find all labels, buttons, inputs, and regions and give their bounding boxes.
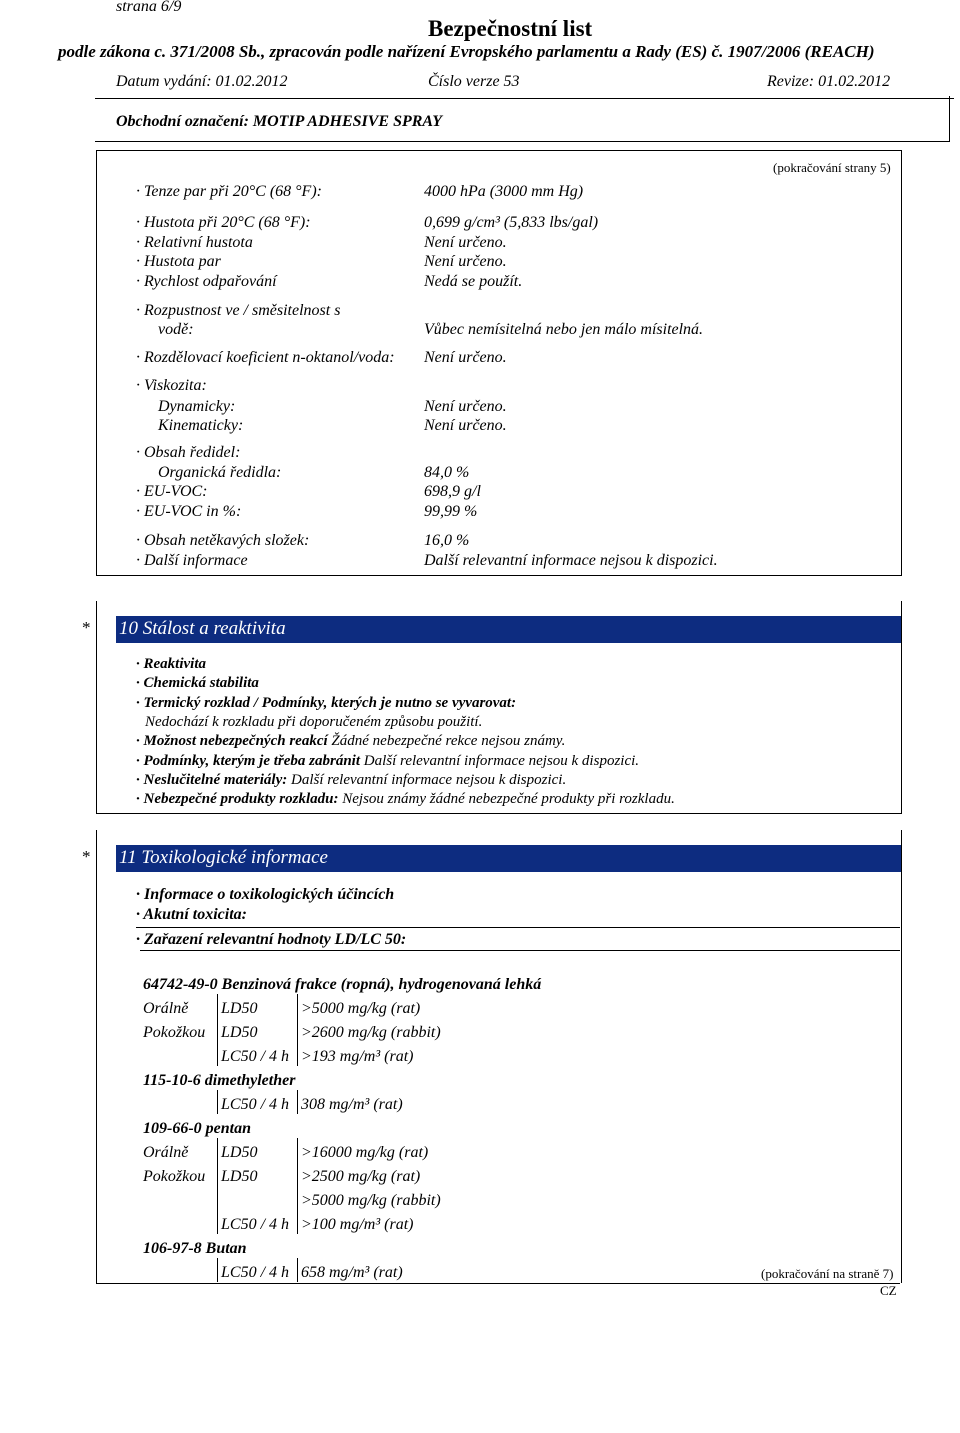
section-10-line (145, 713, 482, 731)
document-subtitle: podle zákona c. 371/2008 Sb., zpracován podle nařízení Evropského parlamentu a Rady (ES) č. 1907/2006 (REACH) (58, 42, 875, 61)
property-label: · Další informace (136, 552, 248, 569)
tox-test: LC50 / 4 h (218, 1090, 298, 1114)
trade-name: Obchodní označení: MOTIP ADHESIVE SPRAY (116, 113, 442, 130)
acute-toxicity-heading: · Akutní toxicita: (136, 906, 247, 923)
continued-from-note: (pokračování strany 5) (773, 160, 891, 175)
tox-effects-heading: · Informace o toxikologických účincích (136, 886, 395, 903)
tox-route (140, 1186, 218, 1210)
section-10-line-text: Nejsou známy žádné nebezpečné produkty při rozkladu. (338, 791, 675, 808)
classification-heading: · Zařazení relevantní hodnoty LD/LC 50: (136, 931, 407, 948)
property-label: · Rozdělovací koeficient n-oktanol/voda: (136, 349, 395, 366)
tox-test: LD50 (218, 994, 298, 1018)
revision-date: Revize: 01.02.2012 (767, 73, 891, 90)
section-10-title: 10 Stálost a reaktivita (119, 618, 286, 639)
tox-test: LD50 (218, 1018, 298, 1042)
tox-route (140, 1210, 218, 1234)
version-number: Číslo verze 53 (428, 73, 520, 90)
tox-substance-row (140, 970, 544, 994)
property-label: Kinematicky: (158, 417, 244, 434)
tox-value-row (140, 1162, 544, 1186)
tox-test: LD50 (218, 1162, 298, 1186)
section-10-line (136, 752, 639, 770)
tox-test: LC50 / 4 h (218, 1258, 298, 1282)
tox-value: 308 mg/m³ (rat) (301, 1096, 403, 1113)
section-10-line-text: Další relevantní informace nejsou k dispozici. (360, 752, 640, 769)
tox-table-top-line (140, 950, 900, 951)
section-10-line (136, 655, 206, 673)
property-value: 0,699 g/cm³ (5,833 lbs/gal) (424, 214, 599, 231)
tox-value: 658 mg/m³ (rat) (301, 1264, 403, 1281)
tox-substance-name: 106-97-8 Butan (143, 1240, 247, 1257)
property-label: · Rozpustnost ve / směsitelnost s (136, 302, 341, 319)
section-10-line (136, 771, 566, 789)
property-label: · Obsah ředidel: (136, 444, 241, 461)
tox-value-row (140, 994, 544, 1018)
tox-value: >5000 mg/kg (rabbit) (301, 1192, 441, 1209)
section-10-line-text: Nedochází k rozkladu při doporučeném způsobu použití. (145, 713, 483, 730)
property-label: · Hustota par (136, 253, 221, 270)
property-value: Není určeno. (424, 349, 507, 366)
page-bottom-line (96, 1283, 900, 1284)
tox-route (140, 1090, 218, 1114)
section-10-line (136, 790, 675, 808)
tox-substance-name: 109-66-0 pentan (143, 1120, 251, 1137)
tox-substance-row (140, 1114, 544, 1138)
tox-value-row (140, 1186, 544, 1210)
section-10-line-label: · Podmínky, kterým je třeba zabránit (136, 752, 361, 769)
tox-value-row (140, 1042, 544, 1066)
section-10-line-text: Další relevantní informace nejsou k dispozici. (287, 771, 567, 788)
header-divider (95, 98, 954, 99)
page-number: strana 6/9 (116, 0, 182, 15)
tox-value-row (140, 1090, 544, 1114)
property-label: · Viskozita: (136, 377, 207, 394)
property-label: · EU-VOC: (136, 483, 208, 500)
tox-value: >100 mg/m³ (rat) (301, 1216, 414, 1233)
tox-test (218, 1186, 298, 1210)
property-label: · Relativní hustota (136, 234, 253, 251)
property-label: · Tenze par při 20°C (68 °F): (136, 183, 322, 200)
property-value: Další relevantní informace nejsou k dispozici. (424, 552, 718, 569)
section-11-title: 11 Toxikologické informace (119, 847, 328, 868)
tox-route (140, 1258, 218, 1282)
section-10-line (136, 732, 565, 750)
property-value: 698,9 g/l (424, 483, 481, 500)
property-label: Dynamicky: (158, 398, 236, 415)
property-value: Není určeno. (424, 417, 507, 434)
section-11-change-marker: * (82, 847, 91, 866)
property-label: · Rychlost odpařování (136, 273, 277, 290)
tox-value-row (140, 1210, 544, 1234)
issue-date: Datum vydání: 01.02.2012 (116, 73, 288, 90)
property-label: · Obsah netěkavých složek: (136, 532, 310, 549)
tox-value: >5000 mg/kg (rat) (301, 1000, 421, 1017)
tox-route: Pokožkou (140, 1162, 218, 1186)
tox-value: >16000 mg/kg (rat) (301, 1144, 429, 1161)
tox-substance-row (140, 1234, 544, 1258)
section-10-line-text: Žádné nebezpečné rekce nejsou známy. (327, 733, 566, 750)
header-box-bottom (95, 141, 950, 142)
section-10-line (136, 694, 516, 712)
tox-substance-row (140, 1066, 544, 1090)
tox-value: >193 mg/m³ (rat) (301, 1048, 414, 1065)
tox-value-row (140, 1138, 544, 1162)
section-10-line-label: · Termický rozklad / Podmínky, kterých je nutno se vyvarovat: (136, 694, 517, 711)
property-value: Není určeno. (424, 234, 507, 251)
property-value: 4000 hPa (3000 mm Hg) (424, 183, 584, 200)
section-10-line-label: · Možnost nebezpečných reakcí (136, 733, 328, 750)
section-10-line-label: · Chemická stabilita (136, 675, 259, 692)
tox-substance-name: 115-10-6 dimethylether (143, 1072, 296, 1089)
tox-route (140, 1042, 218, 1066)
continued-on-note: (pokračování na straně 7) (761, 1266, 894, 1281)
property-label: vodě: (158, 321, 194, 338)
property-value: Vůbec nemísitelná nebo jen málo mísitelná. (424, 321, 704, 338)
classification-divider (136, 927, 900, 928)
property-value: Nedá se použít. (424, 273, 523, 290)
tox-value: >2500 mg/kg (rat) (301, 1168, 421, 1185)
toxicity-table (140, 970, 544, 1282)
section-10-line-label: · Reaktivita (136, 656, 206, 672)
property-value: 99,99 % (424, 503, 478, 520)
tox-test: LD50 (218, 1138, 298, 1162)
tox-route: Orálně (140, 994, 218, 1018)
tox-route: Orálně (140, 1138, 218, 1162)
section-10-change-marker: * (82, 618, 91, 637)
property-value: Není určeno. (424, 398, 507, 415)
property-label: · Hustota při 20°C (68 °F): (136, 214, 311, 231)
section-10-line-label: · Nebezpečné produkty rozkladu: (136, 791, 339, 808)
property-label: · EU-VOC in %: (136, 503, 242, 520)
tox-value: >2600 mg/kg (rabbit) (301, 1024, 441, 1041)
tox-value-row (140, 1018, 544, 1042)
country-code: CZ (880, 1283, 897, 1298)
tox-route: Pokožkou (140, 1018, 218, 1042)
property-label: Organická ředidla: (158, 464, 282, 481)
section-10-line-label: · Neslučitelné materiály: (136, 771, 288, 788)
section-10-line (136, 674, 259, 692)
tox-value-row (140, 1258, 544, 1282)
tox-substance-name: 64742-49-0 Benzinová frakce (ropná), hydrogenovaná lehká (143, 976, 542, 993)
document-title: Bezpečnostní list (428, 16, 593, 41)
property-value: 16,0 % (424, 532, 470, 549)
property-value: Není určeno. (424, 253, 507, 270)
header-box-edge (949, 96, 950, 142)
tox-test: LC50 / 4 h (218, 1042, 298, 1066)
tox-test: LC50 / 4 h (218, 1210, 298, 1234)
property-value: 84,0 % (424, 464, 470, 481)
